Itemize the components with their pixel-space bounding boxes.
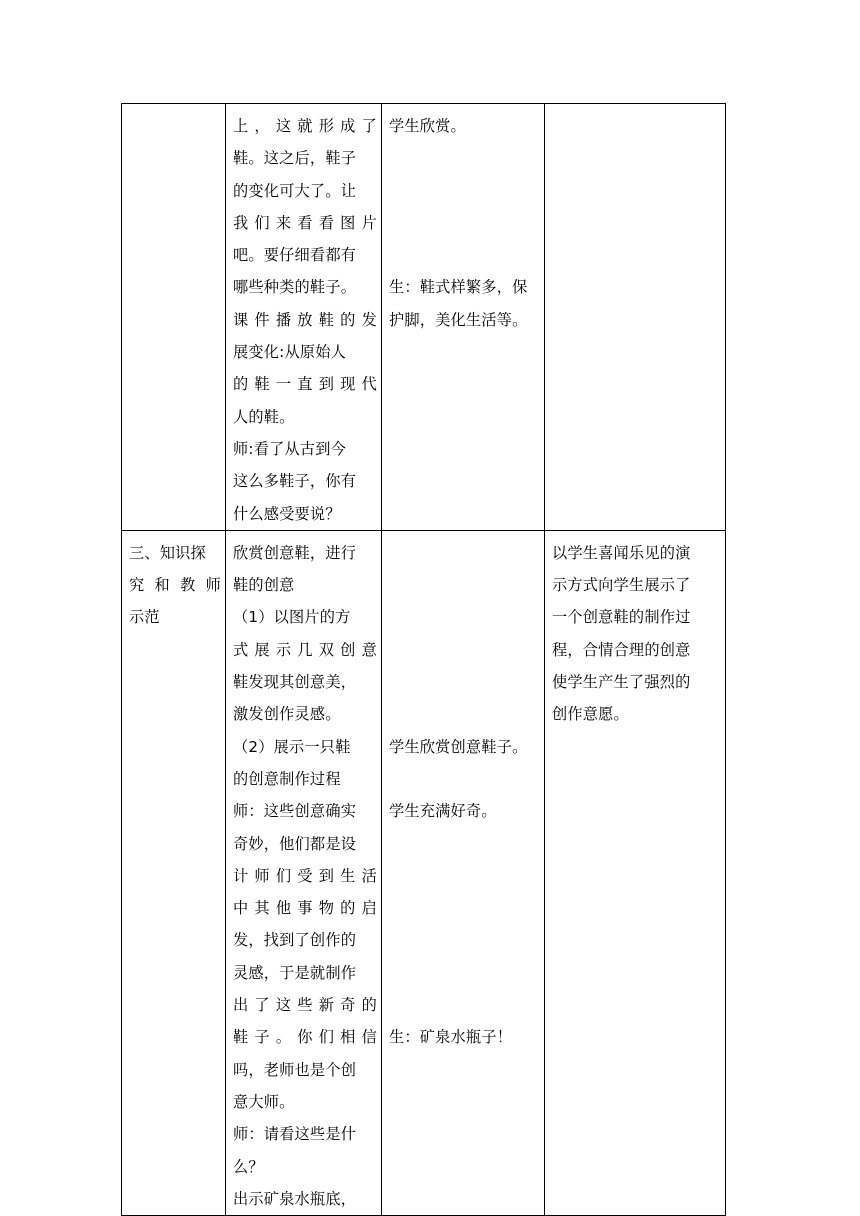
text-line: 学生欣赏。	[389, 117, 466, 135]
text-line: 师：这些创意确实	[233, 802, 357, 821]
text-line: 展变化:从原始人	[233, 343, 347, 362]
text-line: 以学生喜闻乐见的演	[552, 543, 691, 562]
text-line: （1）以图片的方	[233, 608, 351, 627]
text-line: 学生充满好奇。	[389, 802, 497, 821]
text-line: 三、知识探	[129, 543, 206, 562]
text-line: 究和教师	[129, 576, 221, 595]
stage-cell	[122, 530, 226, 1215]
text-line: 鞋。这之后，鞋子	[233, 149, 357, 168]
design-intent-cell	[545, 104, 726, 531]
text-line: 激发创作灵感。	[233, 705, 341, 724]
text-line: 鞋的创意	[233, 576, 295, 595]
text-line: 这么多鞋子，你有	[233, 472, 357, 491]
student-activity-cell	[382, 104, 545, 531]
text-line: 生：矿泉水瓶子！	[389, 1028, 513, 1047]
text-line: （2）展示一只鞋	[233, 737, 351, 756]
text-line: 我们来看看图片	[233, 213, 377, 232]
table-row	[122, 530, 726, 1215]
text-line: 创作意愿。	[552, 705, 629, 724]
teacher-activity-cell	[226, 104, 382, 531]
text-line: 奇妙，他们都是设	[233, 834, 357, 853]
text-line: 的变化可大了。让	[233, 181, 357, 200]
lesson-plan-table	[121, 103, 726, 1216]
text-line: 的鞋一直到现代	[233, 375, 377, 394]
text-line: 吧。要仔细看都有	[233, 246, 357, 265]
text-line: 意大师。	[233, 1092, 295, 1111]
text-line: 哪些种类的鞋子。	[233, 278, 357, 297]
text-line: 学生欣赏创意鞋子。	[389, 737, 528, 756]
text-line: 计师们受到生活	[233, 866, 377, 885]
student-activity-cell	[382, 530, 545, 1215]
text-line: 么？	[233, 1157, 264, 1176]
teacher-activity-cell	[226, 530, 382, 1215]
text-line: 课件播放鞋的发	[233, 310, 377, 329]
text-line: 师:看了从古到今	[233, 439, 347, 458]
text-line: 一个创意鞋的制作过	[552, 608, 691, 627]
text-line: 发，找到了创作的	[233, 931, 357, 950]
stage-cell	[122, 104, 226, 531]
text-line: 示范	[129, 608, 160, 627]
text-line: 鞋子。你们相信	[233, 1028, 377, 1047]
text-line: 什么感受要说？	[233, 504, 341, 523]
text-line: 吗，老师也是个创	[233, 1060, 357, 1079]
table-row	[122, 104, 726, 531]
text-line: 生：鞋式样繁多，保	[389, 278, 528, 297]
design-intent-cell	[545, 530, 726, 1215]
text-line: 上，这就形成了	[233, 117, 377, 135]
text-line: 出了这些新奇的	[233, 996, 377, 1015]
text-line: 护脚，美化生活等。	[389, 310, 528, 329]
text-line: 的创意制作过程	[233, 769, 341, 788]
text-line: 程，合情合理的创意	[552, 640, 691, 659]
text-line: 人的鞋。	[233, 407, 295, 426]
text-line: 式展示几双创意	[233, 640, 377, 659]
text-line: 示方式向学生展示了	[552, 576, 691, 595]
text-line: 灵感，于是就制作	[233, 963, 357, 982]
text-line: 欣赏创意鞋，进行	[233, 543, 357, 562]
text-line: 师：请看这些是什	[233, 1125, 357, 1144]
text-line: 使学生产生了强烈的	[552, 673, 691, 692]
text-line: 鞋发现其创意美，	[233, 673, 357, 692]
text-line: 中其他事物的启	[233, 899, 377, 918]
text-line: 出示矿泉水瓶底，	[233, 1189, 357, 1208]
